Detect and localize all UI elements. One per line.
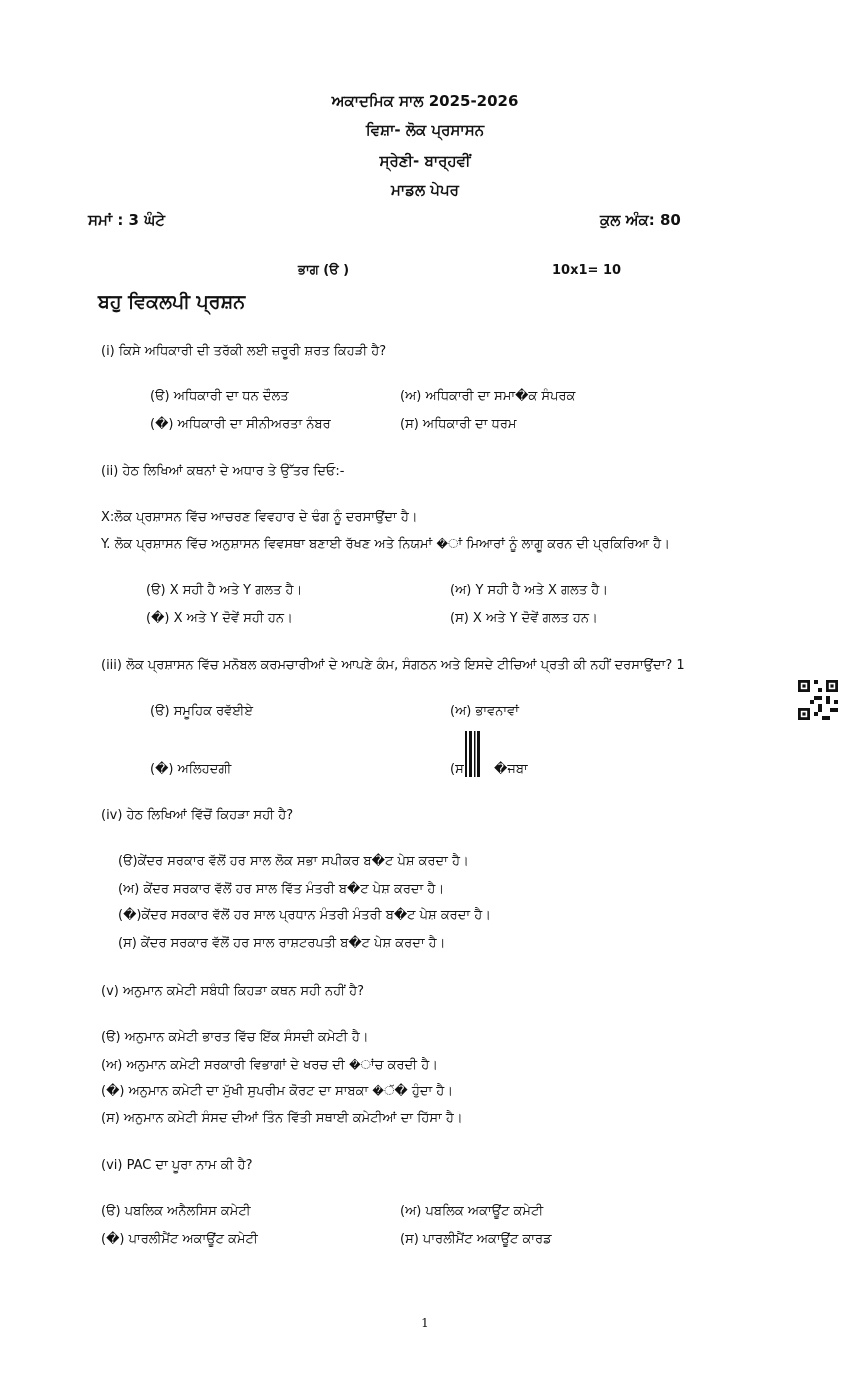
- q3-option-c: (�) ਅਲਿਹਦਗੀ: [150, 762, 232, 777]
- q2-option-c: (�) X ਅਤੇ Y ਦੋਵੇਂ ਸਹੀ ਹਨ।: [146, 611, 293, 626]
- q1-option-d: (ਸ) ਅਧਿਕਾਰੀ ਦਾ ਧਰਮ: [400, 417, 517, 432]
- question-6: (vi) PAC ਦਾ ਪੂਰਾ ਨਾਮ ਕੀ ਹੈ?: [101, 1158, 253, 1173]
- question-4: (iv) ਹੇਠ ਲਿਖਿਆਂ ਵਿੱਚੋਂ ਕਿਹੜਾ ਸਹੀ ਹੈ?: [101, 808, 294, 823]
- qr-code-image: [798, 680, 838, 720]
- q6-option-a: (ੳ) ਪਬਲਿਕ ਅਨੈਲਸਿਸ ਕਮੇਟੀ: [101, 1204, 251, 1219]
- time-allowed: ਸਮਾਂ : 3 ਘੰਟੇ: [88, 211, 165, 229]
- q6-option-c: (�) ਪਾਰਲੀਮੈਂਟ ਅਕਾਊਂਟ ਕਮੇਟੀ: [101, 1232, 258, 1247]
- q2-option-b: (ਅ) Y ਸਹੀ ਹੈ ਅਤੇ X ਗਲਤ ਹੈ।: [450, 583, 609, 598]
- q2-statement-y: Y. ਲੋਕ ਪ੍ਰਸ਼ਾਸਨ ਵਿੱਚ ਅਨੁਸ਼ਾਸਨ ਵਿਵਸਥਾ ਬਣਾਈ ਰੱਖਣ ਅਤੇ ਨਿਯਮਾਂ �ਾਂ ਮਿਆਰਾਂ ਨੂੰ ਲਾਗੂ ਕਰਨ ਦੀ ਪ੍ਰਕਿਰਿਆ ਹੈ।: [101, 537, 670, 552]
- barcode-image: [465, 731, 481, 777]
- q1-option-c: (�) ਅਧਿਕਾਰੀ ਦਾ ਸੀਨੀਅਰਤਾ ਨੰਬਰ: [150, 417, 331, 432]
- q5-option-a: (ੳ) ਅਨੁਮਾਨ ਕਮੇਟੀ ਭਾਰਤ ਵਿੱਚ ਇੱਕ ਸੰਸਦੀ ਕਮੇਟੀ ਹੈ।: [101, 1030, 369, 1045]
- q5-option-d: (ਸ) ਅਨੁਮਾਨ ਕਮੇਟੀ ਸੰਸਦ ਦੀਆਂ ਤਿੰਨ ਵਿੱਤੀ ਸਥਾਈ ਕਮੇਟੀਆਂ ਦਾ ਹਿੱਸਾ ਹੈ।: [101, 1111, 463, 1126]
- q2-option-a: (ੳ) X ਸਹੀ ਹੈ ਅਤੇ Y ਗਲਤ ਹੈ।: [146, 583, 303, 598]
- q6-option-b: (ਅ) ਪਬਲਿਕ ਅਕਾਊਂਟ ਕਮੇਟੀ: [400, 1204, 544, 1219]
- paper-type: ਮਾਡਲ ਪੇਪਰ: [391, 181, 459, 199]
- academic-year: ਅਕਾਦਮਿਕ ਸਾਲ 2025-2026: [331, 92, 519, 110]
- total-marks: ਕੁਲ ਅੰਕ: 80: [600, 211, 681, 229]
- question-1: (i) ਕਿਸੇ ਅਧਿਕਾਰੀ ਦੀ ਤਰੱਕੀ ਲਈ ਜ਼ਰੂਰੀ ਸ਼ਰਤ ਕਿਹੜੀ ਹੈ?: [101, 344, 387, 359]
- question-3: (iii) ਲੋਕ ਪ੍ਰਸ਼ਾਸਨ ਵਿੱਚ ਮਨੋਬਲ ਕਰਮਚਾਰੀਆਂ ਦੇ ਆਪਣੇ ਕੰਮ, ਸੰਗਠਨ ਅਤੇ ਇਸਦੇ ਟੀਚਿਆਂ ਪ੍ਰਤੀ ਕੀ ਨਹੀਂ ਦਰਸਾਉਂਦਾ? 1: [101, 658, 685, 673]
- q6-option-d: (ਸ) ਪਾਰਲੀਮੈਂਟ ਅਕਾਊਂਟ ਕਾਰਡ: [400, 1232, 552, 1247]
- class-title: ਸ੍ਰੇਣੀ- ਬਾਰ੍ਹਵੀਂ: [379, 152, 471, 170]
- q1-option-b: (ਅ) ਅਧਿਕਾਰੀ ਦਾ ਸਮਾ�ਕ ਸੰਪਰਕ: [400, 389, 576, 404]
- q5-option-c: (�) ਅਨੁਮਾਨ ਕਮੇਟੀ ਦਾ ਮੁੱਖੀ ਸੁਪਰੀਮ ਕੋਰਟ ਦਾ ਸਾਬਕਾ �ੱ� ਹੁੰਦਾ ਹੈ।: [101, 1084, 454, 1099]
- q3-option-d-prefix: (ਸ: [450, 762, 464, 777]
- section-title: ਬਹੁ ਵਿਕਲਪੀ ਪ੍ਰਸ਼ਨ: [98, 291, 246, 313]
- q3-option-b: (ਅ) ਭਾਵਨਾਵਾਂ: [450, 704, 519, 719]
- q4-option-c: (�)ਕੇਂਦਰ ਸਰਕਾਰ ਵੱਲੋਂ ਹਰ ਸਾਲ ਪ੍ਰਧਾਨ ਮੰਤਰੀ ਮੰਤਰੀ ਬ�ਟ ਪੇਸ਼ ਕਰਦਾ ਹੈ।: [118, 908, 491, 923]
- q4-option-a: (ੳ)ਕੇਂਦਰ ਸਰਕਾਰ ਵੱਲੋਂ ਹਰ ਸਾਲ ਲੋਕ ਸਭਾ ਸਪੀਕਰ ਬ�ਟ ਪੇਸ਼ ਕਰਦਾ ਹੈ।: [118, 854, 469, 869]
- page-number: 1: [421, 1316, 429, 1330]
- q2-option-d: (ਸ) X ਅਤੇ Y ਦੋਵੇਂ ਗਲਤ ਹਨ।: [450, 611, 598, 626]
- question-5: (v) ਅਨੁਮਾਨ ਕਮੇਟੀ ਸਬੰਧੀ ਕਿਹੜਾ ਕਥਨ ਸਹੀ ਨਹੀਂ ਹੈ?: [101, 984, 365, 999]
- q4-option-d: (ਸ) ਕੇਂਦਰ ਸਰਕਾਰ ਵੱਲੋਂ ਹਰ ਸਾਲ ਰਾਸ਼ਟਰਪਤੀ ਬ�ਟ ਪੇਸ਼ ਕਰਦਾ ਹੈ।: [118, 936, 446, 951]
- section-marks: 10x1= 10: [552, 263, 622, 278]
- q3-option-a: (ੳ) ਸਮੂਹਿਕ ਰਵੱਈਏ: [150, 704, 253, 719]
- subject-title: ਵਿਸ਼ਾ- ਲੋਕ ਪ੍ਰਸਾਸਨ: [365, 121, 485, 139]
- question-2: (ii) ਹੇਠ ਲਿਖਿਆਂ ਕਥਨਾਂ ਦੇ ਅਧਾਰ ਤੇ ਉੱਤਰ ਦਿਓ:-: [101, 464, 345, 479]
- q4-option-b: (ਅ) ਕੇਂਦਰ ਸਰਕਾਰ ਵੱਲੋਂ ਹਰ ਸਾਲ ਵਿੱਤ ਮੰਤਰੀ ਬ�ਟ ਪੇਸ਼ ਕਰਦਾ ਹੈ।: [118, 882, 445, 897]
- q3-option-d-suffix: �ਜਬਾ: [494, 762, 528, 777]
- q5-option-b: (ਅ) ਅਨੁਮਾਨ ਕਮੇਟੀ ਸਰਕਾਰੀ ਵਿਭਾਗਾਂ ਦੇ ਖਰਚ ਦੀ �ਾਂਚ ਕਰਦੀ ਹੈ।: [101, 1058, 438, 1073]
- q2-statement-x: X:ਲੋਕ ਪ੍ਰਸ਼ਾਸਨ ਵਿੱਚ ਆਚਰਣ ਵਿਵਹਾਰ ਦੇ ਢੰਗ ਨੂੰ ਦਰਸਾਉਂਦਾ ਹੈ।: [101, 510, 418, 525]
- q1-option-a: (ੳ) ਅਧਿਕਾਰੀ ਦਾ ਧਨ ਦੌਲਤ: [150, 389, 289, 404]
- section-name: ਭਾਗ (ੳ ): [298, 263, 350, 278]
